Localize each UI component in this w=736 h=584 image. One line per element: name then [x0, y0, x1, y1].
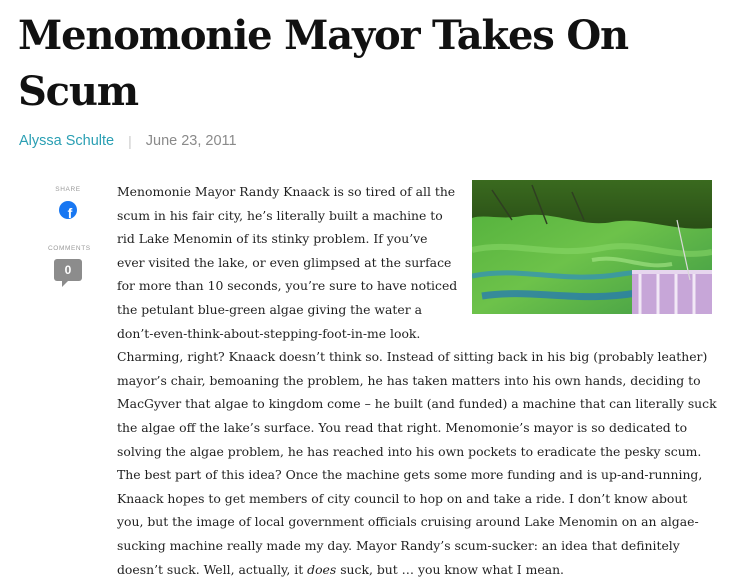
- author-link[interactable]: Alyssa Schulte: [19, 133, 115, 149]
- byline-separator: |: [128, 133, 132, 149]
- facebook-share-icon[interactable]: [59, 201, 77, 219]
- article-text-end: suck, but … you know what I mean.: [336, 561, 564, 577]
- article-body: [117, 180, 717, 581]
- comments-label: COMMENTS: [48, 245, 91, 252]
- byline: [19, 132, 237, 150]
- comment-count-badge[interactable]: [54, 259, 82, 281]
- article-title: Menomonie Mayor Takes On Scum: [18, 12, 628, 115]
- facebook-glyph: f: [67, 205, 73, 219]
- comment-count: 0: [64, 263, 72, 277]
- share-label: SHARE: [55, 186, 81, 193]
- image-float-spacer: [459, 180, 717, 330]
- article-emphasis: does: [307, 561, 337, 577]
- article-text: Menomonie Mayor Randy Knaack is so tired of all the scum in his fair city, he’s literally built a machine to rid Lake Menomin of its stinky problem. If you’ve ever visited the lake, or even glimpsed at the surface for more than 10 seconds, you’re sure to have noticed the petulant blue-green algae giving the water a don’t-even-think-about-stepping-foot-in-me look. Charming, right? Knaack doesn’t think so. Instead of sitting back in his big (probably leather) mayor’s chair, bemoaning the problem, he has taken matters into his own hands, deciding to MacGyver that algae to kingdom come – he built (and funded) a machine that can literally suck the algae off the lake’s surface. You read that right. Menomonie’s mayor is so dedicated to solving the algae problem, he has reached into his own pockets to eradicate the pesky scum. The best part of this idea? Once the machine gets some more funding and is up-and-running, Knaack hopes to get members of city council to hop on and take a ride. I don’t know about you, but the image of local government officials cruising around Lake Menomin on an algae-sucking machine really made my day. Mayor Randy’s scum-sucker: an idea that definitely doesn’t suck. Well, actually, it: [117, 184, 717, 577]
- share-sidebar: [48, 186, 91, 281]
- publish-date: June 23, 2011: [145, 133, 237, 149]
